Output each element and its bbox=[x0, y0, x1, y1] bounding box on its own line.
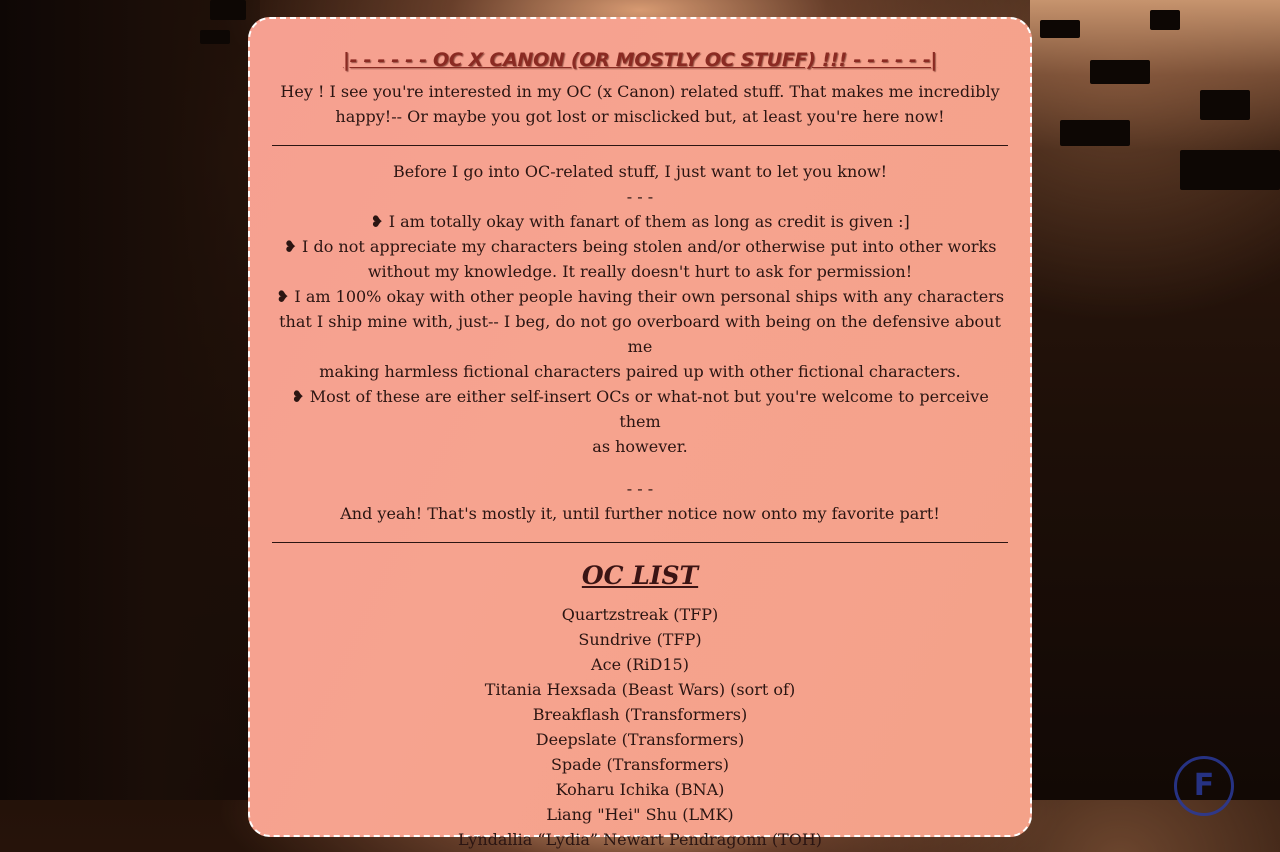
page-title: |- - - - - - OC X CANON (OR MOSTLY OC STUFF) !!! - - - - - -| bbox=[342, 49, 938, 71]
rule-item: ❥ I am totally okay with fanart of them as long as credit is given :] bbox=[370, 212, 910, 231]
rule-item: ❥ I am 100% okay with other people having their own personal ships with any characters bbox=[275, 287, 1005, 306]
rules-section bbox=[272, 159, 1008, 526]
oc-list-item: Ace (RiD15) bbox=[591, 655, 689, 674]
oc-list-item: Spade (Transformers) bbox=[550, 755, 730, 774]
oc-list-item: Breakflash (Transformers) bbox=[532, 705, 748, 724]
foliage-speck bbox=[1150, 10, 1180, 30]
separator: - - - bbox=[626, 187, 654, 206]
rule-item: making harmless fictional characters paired up with other fictional characters. bbox=[319, 362, 961, 381]
oc-list-item: Koharu Ichika (BNA) bbox=[555, 780, 725, 799]
rule-item: ❥ I do not appreciate my characters being stolen and/or otherwise put into other works bbox=[283, 237, 997, 256]
oc-list-item: Lyndallia “Lydia” Newart Pendragonn (TOH) bbox=[457, 830, 823, 849]
outro-text: And yeah! That's mostly it, until further notice now onto my favorite part! bbox=[340, 504, 940, 523]
intro-line: happy!-- Or maybe you got lost or misclicked but, at least you're here now! bbox=[335, 107, 945, 126]
foliage-speck bbox=[1090, 60, 1150, 84]
oc-list-item: Sundrive (TFP) bbox=[578, 630, 702, 649]
rule-item: without my knowledge. It really doesn't hurt to ask for permission! bbox=[367, 262, 913, 281]
intro-line: Hey ! I see you're interested in my OC (x Canon) related stuff. That makes me incredibly bbox=[280, 82, 1000, 101]
rule-item: that I ship mine with, just-- I beg, do not go overboard with being on the defensive about me bbox=[279, 312, 1001, 356]
oc-list-item: Liang "Hei" Shu (LMK) bbox=[546, 805, 734, 824]
rule-item: as however. bbox=[592, 437, 688, 456]
intro-paragraph bbox=[272, 79, 1008, 129]
divider bbox=[272, 145, 1008, 146]
foliage-speck bbox=[1040, 20, 1080, 38]
foliage-speck bbox=[1180, 150, 1280, 190]
foliage-speck bbox=[210, 0, 246, 20]
oc-list-item: Quartzstreak (TFP) bbox=[561, 605, 719, 624]
rule-item: ❥ Most of these are either self-insert OCs or what-not but you're welcome to perceive them bbox=[291, 387, 989, 431]
oc-list-item: Titania Hexsada (Beast Wars) (sort of) bbox=[484, 680, 796, 699]
content-card bbox=[248, 17, 1032, 849]
oc-list-item: Deepslate (Transformers) bbox=[535, 730, 745, 749]
oc-list bbox=[272, 602, 1008, 852]
divider bbox=[272, 542, 1008, 543]
foliage-speck bbox=[1200, 90, 1250, 120]
f-badge-icon[interactable]: F bbox=[1174, 756, 1234, 816]
foliage-speck bbox=[1060, 120, 1130, 146]
rules-intro: Before I go into OC-related stuff, I just want to let you know! bbox=[392, 162, 888, 181]
background-tree-left bbox=[0, 0, 260, 800]
foliage-speck bbox=[200, 30, 230, 44]
separator: - - - bbox=[626, 479, 654, 498]
oc-list-heading: OC LIST bbox=[581, 561, 699, 590]
